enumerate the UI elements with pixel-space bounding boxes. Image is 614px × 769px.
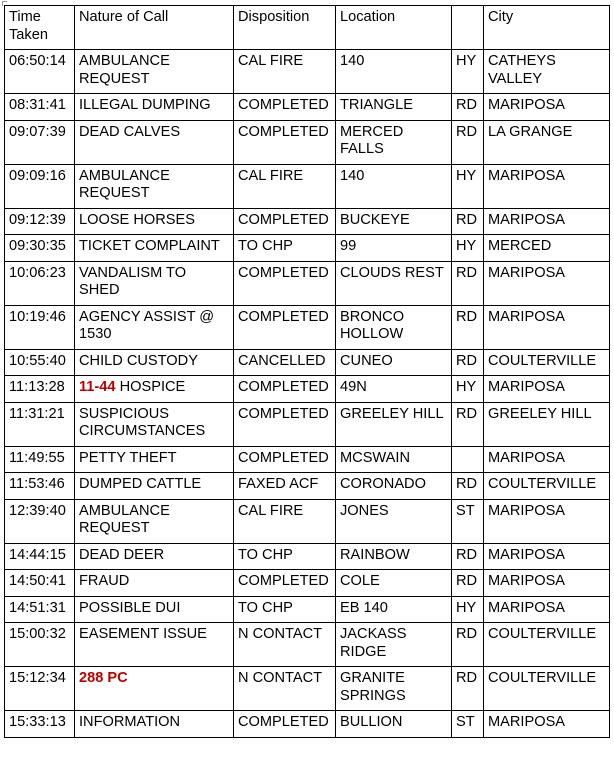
table-row (5, 376, 610, 403)
cell-location: 140 (336, 164, 452, 208)
cell-disposition: CAL FIRE (234, 164, 336, 208)
cell-location: CLOUDS REST (336, 261, 452, 305)
call-nature-text: DEAD CALVES (79, 123, 181, 140)
cell-city: MARIPOSA (484, 376, 610, 403)
cell-time-taken: 09:09:16 (5, 164, 75, 208)
cell-location: BULLION (336, 711, 452, 738)
cell-nature-of-call (75, 164, 234, 208)
cell-time-taken: 10:06:23 (5, 261, 75, 305)
cell-nature-of-call (75, 667, 234, 711)
call-code: 288 PC (79, 670, 128, 686)
cell-street-suffix: RD (452, 667, 484, 711)
cell-nature-of-call (75, 570, 234, 597)
table-row (5, 473, 610, 500)
cell-time-taken: 11:13:28 (5, 376, 75, 403)
table-row (5, 446, 610, 473)
cell-street-suffix: HY (452, 376, 484, 403)
call-nature-text: HOSPICE (119, 379, 186, 395)
cell-city: MARIPOSA (484, 446, 610, 473)
cell-location: JONES (336, 499, 452, 543)
call-code: 11-44 (79, 379, 116, 395)
cell-location: MCSWAIN (336, 446, 452, 473)
cell-street-suffix: HY (452, 235, 484, 262)
call-nature-text: FRAUD (79, 573, 130, 589)
cell-city: LA GRANGE (484, 120, 610, 164)
cell-city: MARIPOSA (484, 543, 610, 570)
cell-city: COULTERVILLE (484, 349, 610, 376)
cell-time-taken: 12:39:40 (5, 499, 75, 543)
cell-time-taken: 14:50:41 (5, 570, 75, 597)
call-log-table (4, 5, 610, 738)
cell-disposition: TO CHP (234, 235, 336, 262)
call-nature-text: SUSPICIOUS CIRCUMSTANCES (79, 405, 206, 439)
call-nature-text: CHILD CUSTODY (79, 352, 198, 369)
table-row (5, 120, 610, 164)
cell-nature-of-call (75, 446, 234, 473)
cell-disposition: COMPLETED (234, 261, 336, 305)
cell-city: MARIPOSA (484, 94, 610, 121)
cell-street-suffix: RD (452, 208, 484, 235)
cell-time-taken: 15:33:13 (5, 711, 75, 738)
cell-time-taken: 11:53:46 (5, 473, 75, 500)
cell-city: MARIPOSA (484, 570, 610, 597)
cell-time-taken: 09:12:39 (5, 208, 75, 235)
cell-street-suffix: RD (452, 261, 484, 305)
call-nature-text: AMBULANCE REQUEST (79, 167, 170, 201)
call-log-body (5, 50, 610, 738)
table-row (5, 499, 610, 543)
cell-city: COULTERVILLE (484, 667, 610, 711)
call-nature-text: AMBULANCE REQUEST (79, 53, 170, 87)
cell-time-taken: 06:50:14 (5, 50, 75, 94)
cell-time-taken: 14:44:15 (5, 543, 75, 570)
cell-location: JACKASS RIDGE (336, 623, 452, 667)
cell-location: COLE (336, 570, 452, 597)
cell-street-suffix: RD (452, 94, 484, 121)
cell-location: TRIANGLE (336, 94, 452, 121)
cell-nature-of-call (75, 235, 234, 262)
call-nature-text: EASEMENT ISSUE (79, 626, 207, 642)
cell-disposition: CAL FIRE (234, 50, 336, 94)
header-city: City (484, 6, 610, 50)
cell-location: 99 (336, 235, 452, 262)
table-row (5, 208, 610, 235)
cell-nature-of-call (75, 473, 234, 500)
call-nature-text: DEAD DEER (79, 546, 165, 563)
cell-disposition: COMPLETED (234, 376, 336, 403)
cell-time-taken: 09:07:39 (5, 120, 75, 164)
call-nature-text: ILLEGAL DUMPING (79, 97, 211, 113)
cell-disposition: COMPLETED (234, 94, 336, 121)
cell-nature-of-call (75, 50, 234, 94)
cell-disposition: COMPLETED (234, 446, 336, 473)
table-row (5, 711, 610, 738)
cell-street-suffix: RD (452, 473, 484, 500)
cell-nature-of-call (75, 305, 234, 349)
cell-disposition: COMPLETED (234, 305, 336, 349)
table-row (5, 235, 610, 262)
table-row (5, 94, 610, 121)
cell-street-suffix (452, 446, 484, 473)
cell-disposition: COMPLETED (234, 402, 336, 446)
cell-location: CUNEO (336, 349, 452, 376)
cell-city: CATHEYS VALLEY (484, 50, 610, 94)
cell-city: MARIPOSA (484, 164, 610, 208)
table-row (5, 402, 610, 446)
table-row (5, 596, 610, 623)
call-nature-text: DUMPED CATTLE (79, 476, 202, 492)
table-row (5, 349, 610, 376)
cell-city: MERCED (484, 235, 610, 262)
table-row (5, 667, 610, 711)
cell-location: BRONCO HOLLOW (336, 305, 452, 349)
header-time-taken: Time Taken (5, 6, 75, 50)
cell-nature-of-call (75, 94, 234, 121)
cell-disposition: CAL FIRE (234, 499, 336, 543)
call-nature-text: PETTY THEFT (79, 449, 177, 466)
cell-nature-of-call (75, 376, 234, 403)
cell-street-suffix: RD (452, 120, 484, 164)
table-row (5, 261, 610, 305)
call-nature-text: VANDALISM TO SHED (79, 264, 187, 298)
cell-time-taken: 11:49:55 (5, 446, 75, 473)
cell-nature-of-call (75, 596, 234, 623)
call-nature-text: LOOSE HORSES (79, 211, 195, 228)
cell-street-suffix: RD (452, 402, 484, 446)
call-nature-text: TICKET COMPLAINT (79, 238, 220, 254)
cell-location: 49N (336, 376, 452, 403)
cell-nature-of-call (75, 543, 234, 570)
cell-time-taken: 10:55:40 (5, 349, 75, 376)
table-row (5, 50, 610, 94)
cell-disposition: N CONTACT (234, 623, 336, 667)
cell-location: GREELEY HILL (336, 402, 452, 446)
header-nature-of-call: Nature of Call (75, 6, 234, 50)
cell-street-suffix: RD (452, 543, 484, 570)
table-row (5, 570, 610, 597)
call-nature-text: POSSIBLE DUI (79, 599, 181, 616)
header-disposition: Disposition (234, 6, 336, 50)
cell-disposition: CANCELLED (234, 349, 336, 376)
cell-disposition: N CONTACT (234, 667, 336, 711)
cell-disposition: TO CHP (234, 543, 336, 570)
header-location: Location (336, 6, 452, 50)
table-row (5, 623, 610, 667)
header-row (5, 6, 610, 50)
cell-location: GRANITE SPRINGS (336, 667, 452, 711)
cell-disposition: COMPLETED (234, 120, 336, 164)
cell-nature-of-call (75, 349, 234, 376)
cell-location: 140 (336, 50, 452, 94)
cell-location: EB 140 (336, 596, 452, 623)
cell-street-suffix: RD (452, 623, 484, 667)
table-row (5, 305, 610, 349)
cell-street-suffix: RD (452, 349, 484, 376)
cell-time-taken: 09:30:35 (5, 235, 75, 262)
cell-city: COULTERVILLE (484, 623, 610, 667)
cell-disposition: COMPLETED (234, 570, 336, 597)
call-nature-text: AGENCY ASSIST @ 1530 (79, 308, 215, 342)
cell-nature-of-call (75, 711, 234, 738)
cell-time-taken: 11:31:21 (5, 402, 75, 446)
cell-street-suffix: HY (452, 50, 484, 94)
cell-city: MARIPOSA (484, 499, 610, 543)
cell-nature-of-call (75, 261, 234, 305)
cell-location: CORONADO (336, 473, 452, 500)
cell-location: MERCED FALLS (336, 120, 452, 164)
cell-disposition: COMPLETED (234, 711, 336, 738)
cell-street-suffix: HY (452, 164, 484, 208)
cell-nature-of-call (75, 120, 234, 164)
cell-disposition: TO CHP (234, 596, 336, 623)
cell-city: COULTERVILLE (484, 473, 610, 500)
cell-disposition: COMPLETED (234, 208, 336, 235)
header-street-suffix (452, 6, 484, 50)
cell-location: BUCKEYE (336, 208, 452, 235)
cell-street-suffix: HY (452, 596, 484, 623)
cell-nature-of-call (75, 208, 234, 235)
cell-street-suffix: RD (452, 570, 484, 597)
cell-time-taken: 14:51:31 (5, 596, 75, 623)
cell-time-taken: 10:19:46 (5, 305, 75, 349)
call-nature-text: INFORMATION (79, 714, 181, 730)
cell-city: GREELEY HILL (484, 402, 610, 446)
cell-nature-of-call (75, 623, 234, 667)
cell-nature-of-call (75, 499, 234, 543)
cell-nature-of-call (75, 402, 234, 446)
table-row (5, 543, 610, 570)
cell-street-suffix: ST (452, 499, 484, 543)
cell-time-taken: 08:31:41 (5, 94, 75, 121)
cell-time-taken: 15:12:34 (5, 667, 75, 711)
cell-city: MARIPOSA (484, 261, 610, 305)
cell-city: MARIPOSA (484, 208, 610, 235)
cell-disposition: FAXED ACF (234, 473, 336, 500)
cell-location: RAINBOW (336, 543, 452, 570)
cell-street-suffix: ST (452, 711, 484, 738)
cell-city: MARIPOSA (484, 596, 610, 623)
cell-time-taken: 15:00:32 (5, 623, 75, 667)
table-row (5, 164, 610, 208)
cell-street-suffix: RD (452, 305, 484, 349)
call-nature-text: AMBULANCE REQUEST (79, 502, 170, 536)
cell-city: MARIPOSA (484, 305, 610, 349)
cell-city: MARIPOSA (484, 711, 610, 738)
